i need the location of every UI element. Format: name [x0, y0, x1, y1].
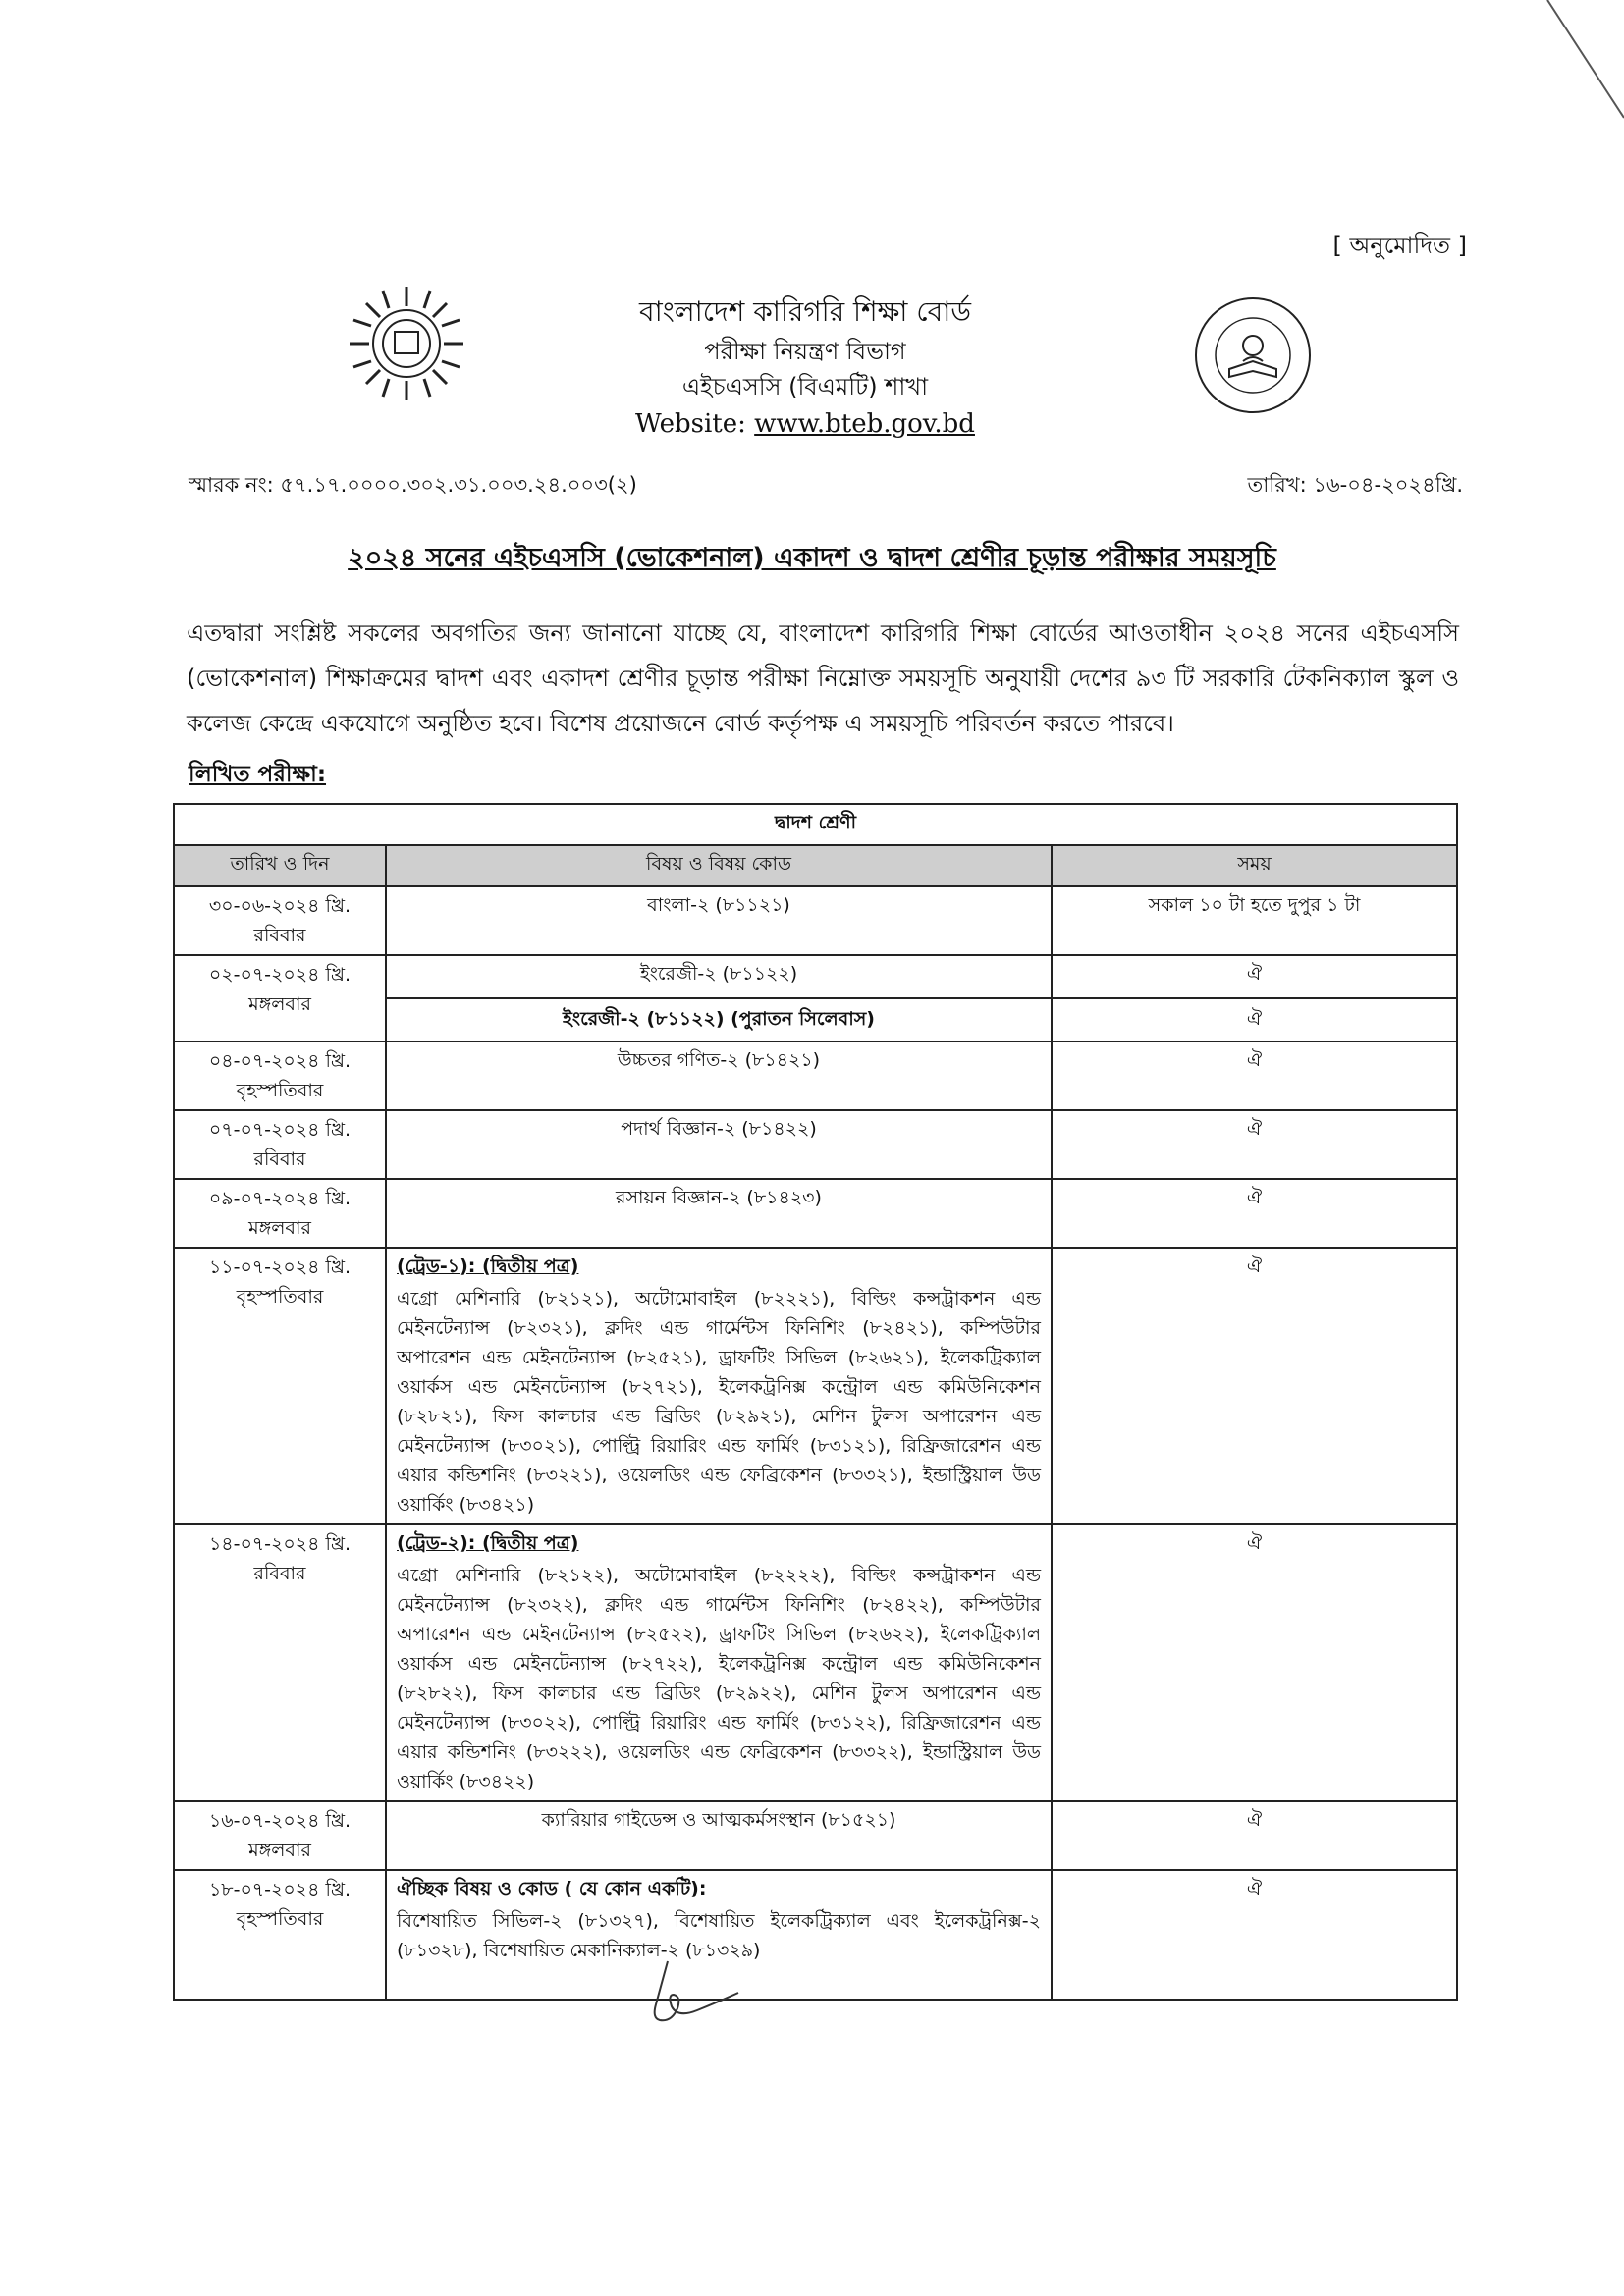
time-cell: ঐ [1052, 1870, 1457, 2000]
notice-intro: এতদ্বারা সংশ্লিষ্ট সকলের অবগতির জন্য জানানো যাচ্ছে যে, বাংলাদেশ কারিগরি শিক্ষা বোর্ডের আওতাধীন ২০২৪ সনের এইচএসসি (ভোকেশনাল) শিক্ষাক্রমের দ্বাদশ এবং একাদশ শ্রেণীর চূড়ান্ত পরীক্ষা নিম্নোক্ত সময়সূচি অনুযায়ী দেশের ৯৩ টি সরকারি টেকনিক্যাল স্কুল ও কলেজ কেন্দ্রে একযোগে অনুষ্ঠিত হবে। বিশেষ প্রয়োজনে বোর্ড কর্তৃপক্ষ এ সময়সূচি পরিবর্তন করতে পারবে। [187, 619, 1459, 737]
date-cell: ০৪-০৭-২০২৪ খ্রি. বৃহস্পতিবার [174, 1041, 386, 1110]
trade-heading: (ট্রেড-১): (দ্বিতীয় পত্র) [397, 1255, 579, 1277]
subject-cell: পদার্থ বিজ্ঞান-২ (৮১৪২২) [386, 1110, 1052, 1179]
table-row [174, 1801, 1457, 1870]
signature-icon [628, 1953, 746, 2032]
date-cell: ১১-০৭-২০২৪ খ্রি. বৃহস্পতিবার [174, 1248, 386, 1524]
table-row [174, 1041, 1457, 1110]
notice-title: ২০২৪ সনের এইচএসসি (ভোকেশনাল) একাদশ ও দ্বাদশ শ্রেণীর চূড়ান্ত পরীক্ষার সময়সূচি [348, 543, 1276, 573]
date-cell: ১৪-০৭-২০২৪ খ্রি. রবিবার [174, 1524, 386, 1801]
website-line [511, 404, 1100, 444]
memo-reference: স্মারক নং: ৫৭.১৭.০০০০.৩০২.৩১.০০৩.২৪.০০৩(২) [189, 473, 637, 497]
mujib-logo-icon [1190, 293, 1316, 418]
website-label: Website: [635, 409, 746, 439]
elective-subjects: বিশেষায়িত সিভিল-২ (৮১৩২৭), বিশেষায়িত ইলেকট্রিক্যাল এবং ইলেকট্রনিক্স-২ (৮১৩২৮), বিশেষায়িত মেকানিক্যাল-২ (৮১৩২৯) [397, 1910, 1041, 1961]
table-row [174, 955, 1457, 1041]
board-name: বাংলাদেশ কারিগরি শিক্ষা বোর্ড [639, 295, 971, 328]
header-subject: বিষয় ও বিষয় কোড [386, 845, 1052, 886]
trade-heading: (ট্রেড-২): (দ্বিতীয় পত্র) [397, 1532, 579, 1554]
header-date: তারিখ ও দিন [174, 845, 386, 886]
approval-note: [ অনুমোদিত ] [1332, 232, 1467, 259]
date-cell: ৩০-০৬-২০২৪ খ্রি. রবিবার [174, 886, 386, 955]
subject-cell: ক্যারিয়ার গাইডেন্স ও আত্মকর্মসংস্থান (৮১৫২১) [386, 1801, 1052, 1870]
subject-cell: রসায়ন বিজ্ঞান-২ (৮১৪২৩) [386, 1179, 1052, 1248]
table-row [174, 886, 1457, 955]
subject-cell: বাংলা-২ (৮১১২১) [386, 886, 1052, 955]
department-name: পরীক্ষা নিয়ন্ত্রণ বিভাগ [704, 338, 906, 365]
date-cell: ০৭-০৭-২০২৪ খ্রি. রবিবার [174, 1110, 386, 1179]
scan-edge-mark-icon [1528, 0, 1624, 147]
subject-cell [386, 1248, 1052, 1524]
date-cell: ১৮-০৭-২০২৪ খ্রি. বৃহস্পতিবার [174, 1870, 386, 2000]
time-cell: ঐ [1052, 1041, 1457, 1110]
time-cell: ঐ [1052, 1179, 1457, 1248]
time-cell: ঐ [1052, 1110, 1457, 1179]
memo-date: তারিখ: ১৬-০৪-২০২৪খ্রি. [1247, 473, 1463, 497]
trade-subjects: এগ্রো মেশিনারি (৮২১২২), অটোমোবাইল (৮২২২২), বিল্ডিং কন্সট্রাকশন এন্ড মেইনটেন্যান্স (৮২৩২২), ক্লদিং এন্ড গার্মেন্টস ফিনিশিং (৮২৪২২), কম্পিউটার অপারেশন এন্ড মেইনটেন্যান্স (৮২৫২২), ড্রাফটিং সিভিল (৮২৬২২), ইলেকট্রিক্যাল ওয়ার্কস এন্ড মেইনটেন্যান্স (৮২৭২২), ইলেকট্রনিক্স কন্ট্রোল এন্ড কমিউনিকেশন (৮২৮২২), ফিস কালচার এন্ড ব্রিডিং (৮২৯২২), মেশিন টুলস অপারেশন এন্ড মেইনটেন্যান্স (৮৩০২২), পোল্ট্রি রিয়ারিং এন্ড ফার্মিং (৮৩১২২), রিফ্রিজারেশন এন্ড এয়ার কন্ডিশনিং (৮৩২২২), ওয়েলডিং এন্ড ফেব্রিকেশন (৮৩৩২২), ইন্ডাস্ট্রিয়াল উড ওয়ার্কিং (৮৩৪২২) [397, 1565, 1041, 1792]
table-row [174, 1870, 1457, 2000]
elective-heading: ঐচ্ছিক বিষয় ও কোড ( যে কোন একটি): [397, 1878, 707, 1899]
date-cell: ০৯-০৭-২০২৪ খ্রি. মঙ্গলবার [174, 1179, 386, 1248]
trade-subjects: এগ্রো মেশিনারি (৮২১২১), অটোমোবাইল (৮২২২১), বিল্ডিং কন্সট্রাকশন এন্ড মেইনটেন্যান্স (৮২৩২১), ক্লদিং এন্ড গার্মেন্টস ফিনিশিং (৮২৪২১), কম্পিউটার অপারেশন এন্ড মেইনটেন্যান্স (৮২৫২১), ড্রাফটিং সিভিল (৮২৬২১), ইলেকট্রিক্যাল ওয়ার্কস এন্ড মেইনটেন্যান্স (৮২৭২১), ইলেকট্রনিক্স কন্ট্রোল এন্ড কমিউনিকেশন (৮২৮২১), ফিস কালচার এন্ড ব্রিডিং (৮২৯২১), মেশিন টুলস অপারেশন এন্ড মেইনটেন্যান্স (৮৩০২১), পোল্ট্রি রিয়ারিং এন্ড ফার্মিং (৮৩১২১), রিফ্রিজারেশন এন্ড এয়ার কন্ডিশনিং (৮৩২২১), ওয়েলডিং এন্ড ফেব্রিকেশন (৮৩৩২১), ইন্ডাস্ট্রিয়াল উড ওয়ার্কিং (৮৩৪২১) [397, 1288, 1041, 1516]
board-seal-icon [346, 283, 467, 404]
branch-name: এইচএসসি (বিএমটি) শাখা [681, 373, 929, 400]
date-cell: ১৬-০৭-২০২৪ খ্রি. মঙ্গলবার [174, 1801, 386, 1870]
time-cell: ঐ [1052, 1248, 1457, 1524]
subject-cell [386, 1524, 1052, 1801]
subject-cell: ইংরেজী-২ (৮১১২২) ইংরেজী-২ (৮১১২২) (পুরাতন সিলেবাস) [386, 955, 1052, 1041]
time-cell: ঐ ঐ [1052, 955, 1457, 1041]
table-row [174, 1110, 1457, 1179]
time-cell: ঐ [1052, 1801, 1457, 1870]
website-link[interactable]: www.bteb.gov.bd [754, 409, 975, 439]
table-row [174, 1179, 1457, 1248]
time-cell: সকাল ১০ টা হতে দুপুর ১ টা [1052, 886, 1457, 955]
time-cell: ঐ [1052, 1524, 1457, 1801]
written-exam-label: লিখিত পরীক্ষা: [189, 762, 327, 787]
table-row [174, 1524, 1457, 1801]
class-band-title: দ্বাদশ শ্রেণী [174, 804, 1457, 845]
memo-row [189, 469, 1463, 504]
header-time: সময় [1052, 845, 1457, 886]
exam-schedule-table [173, 803, 1458, 2001]
date-cell: ০২-০৭-২০২৪ খ্রি. মঙ্গলবার [174, 955, 386, 1041]
table-row [174, 1248, 1457, 1524]
letterhead [511, 291, 1100, 444]
subject-cell: উচ্চতর গণিত-২ (৮১৪২১) [386, 1041, 1052, 1110]
